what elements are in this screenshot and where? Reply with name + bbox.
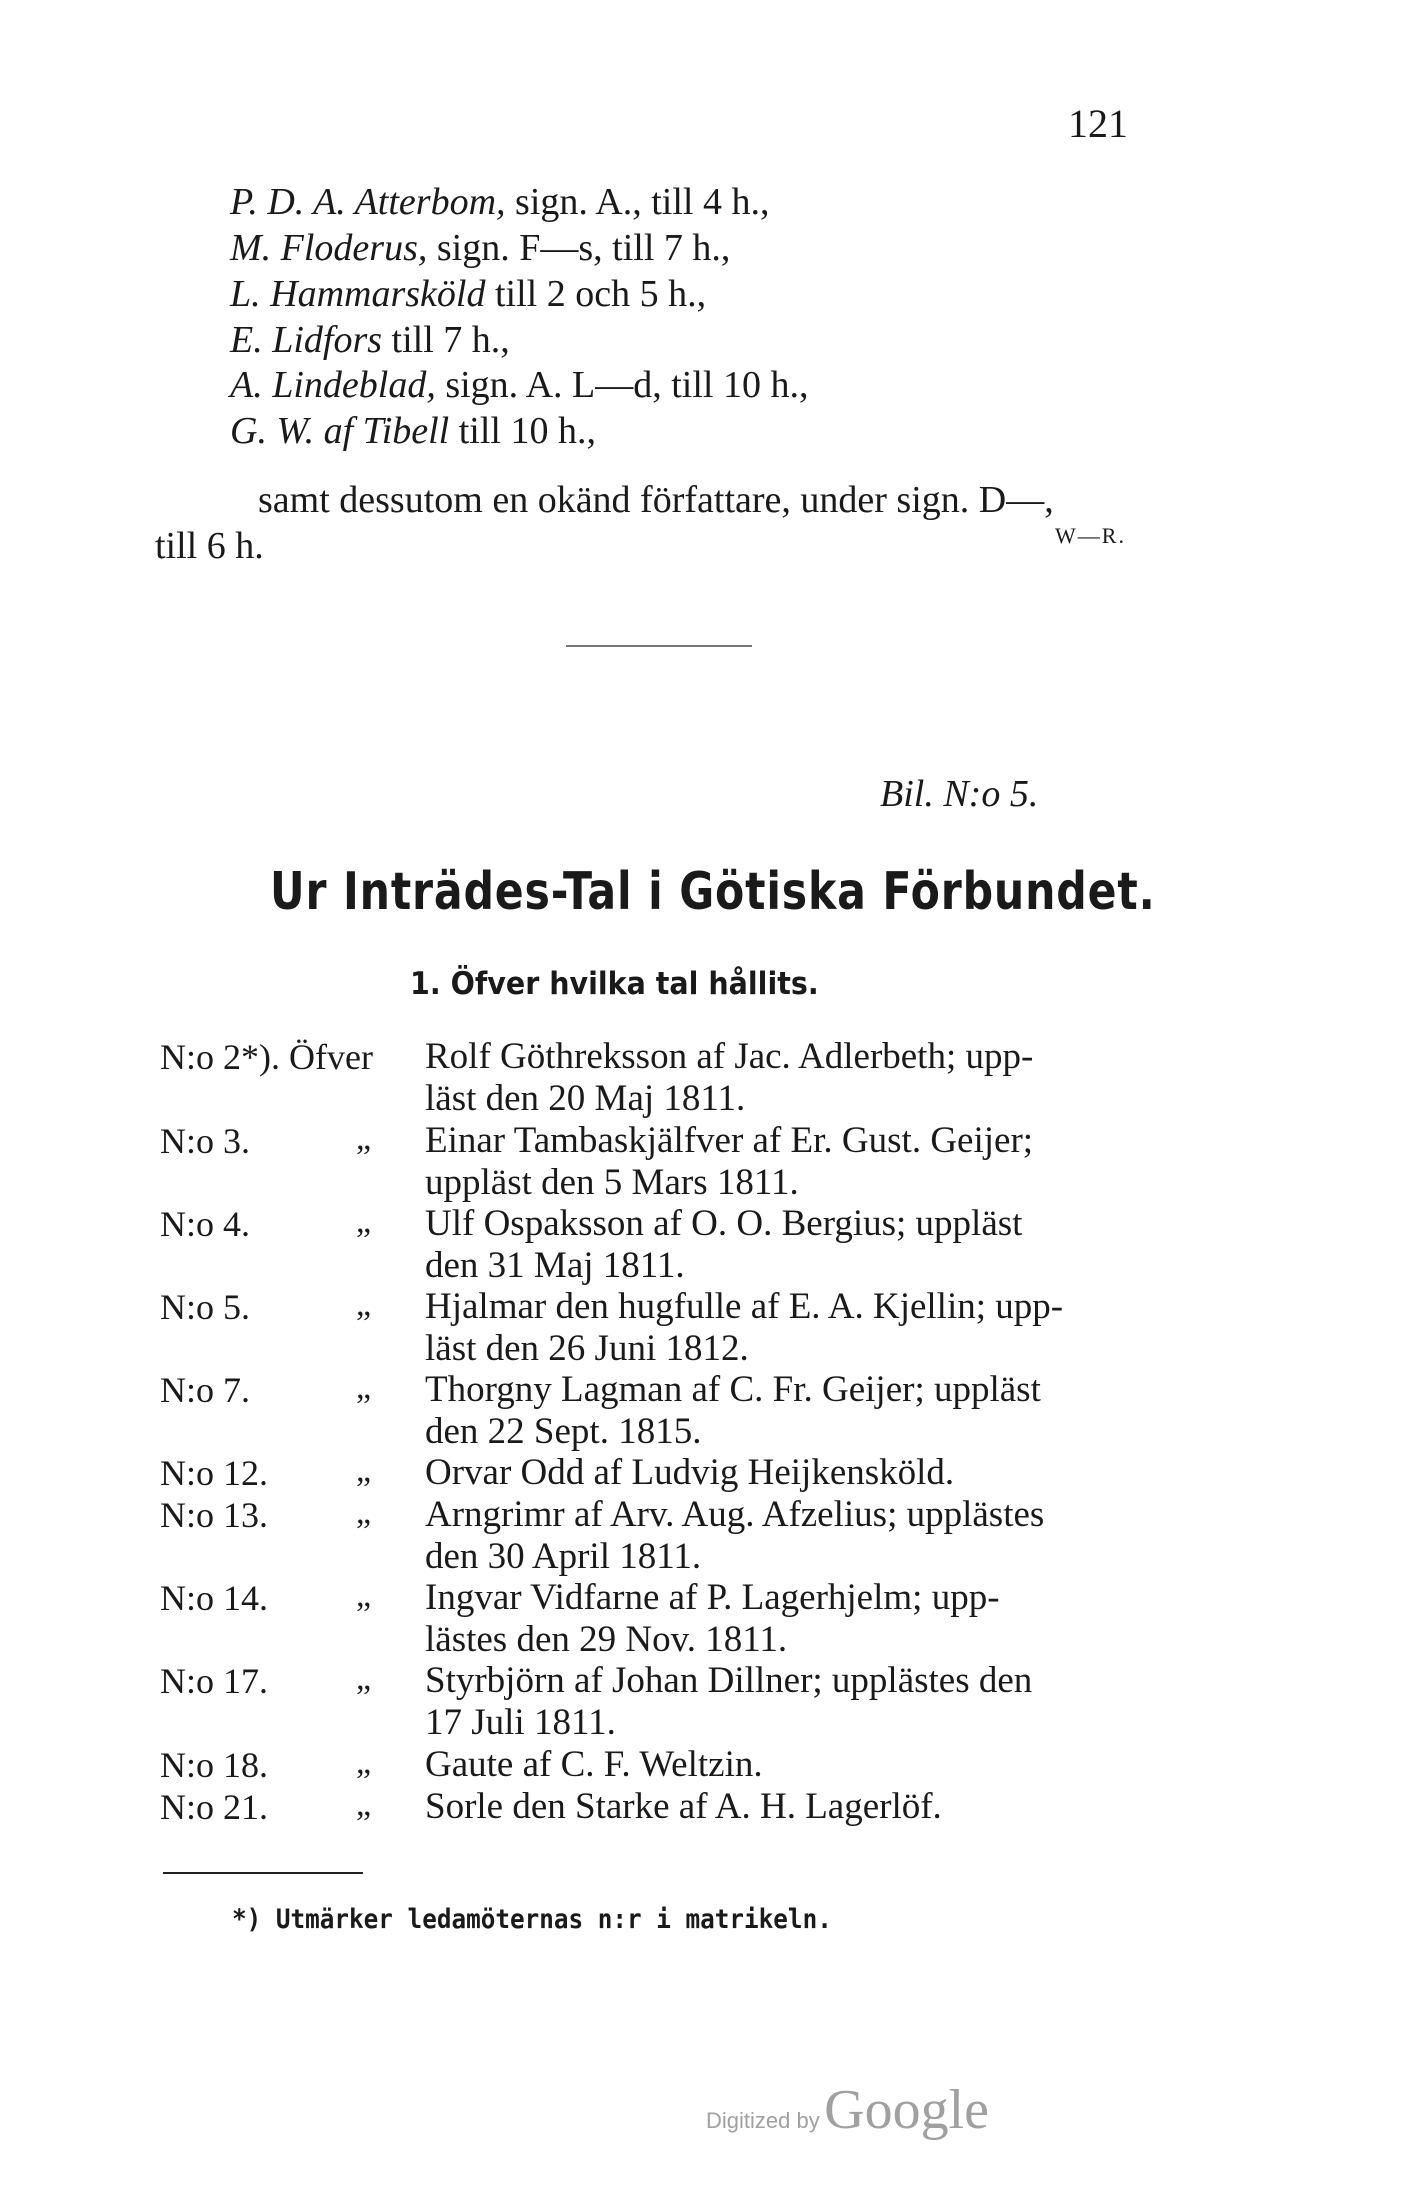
footnote-rule: [163, 1872, 363, 1874]
entry-line: Ingvar Vidfarne af P. Lagerhjelm; upp-: [425, 1577, 1000, 1618]
closing-line: samt dessutom en okänd författare, under sign. D—,: [258, 479, 1054, 521]
entry-line: Ulf Ospaksson af O. O. Bergius; uppläst: [425, 1203, 1023, 1244]
entry-line: uppläst den 5 Mars 1811.: [425, 1162, 799, 1203]
entry-line: läst den 20 Maj 1811.: [425, 1078, 746, 1119]
entry-number: N:o 5.: [160, 1287, 250, 1327]
author-name: E. Lidfors: [230, 319, 383, 361]
author-line: [230, 180, 769, 224]
entry-text: [425, 1744, 1185, 1786]
author-detail: till 2 och 5 h.,: [485, 273, 707, 315]
ditto-mark: „: [356, 1494, 372, 1531]
author-line: [230, 318, 510, 362]
entry-number: N:o 13.: [160, 1495, 268, 1535]
entry-number: N:o 21.: [160, 1787, 268, 1827]
subheading: 1. Öfver hvilka tal hållits.: [410, 966, 819, 1002]
entry-line: den 22 Sept. 1815.: [425, 1411, 702, 1452]
entry-line: Einar Tambaskjälfver af Er. Gust. Geijer;: [425, 1120, 1034, 1161]
entry-number: N:o 7.: [160, 1370, 250, 1410]
author-detail: sign. A., till 4 h.,: [505, 181, 770, 223]
signature: W—R.: [1055, 523, 1126, 548]
ditto-mark: „: [356, 1786, 372, 1823]
entry-number: N:o 18.: [160, 1745, 268, 1785]
entry-text: [425, 1286, 1185, 1370]
entry-text: [425, 1786, 1185, 1828]
ditto-mark: „: [356, 1744, 372, 1781]
ditto-mark: „: [356, 1203, 372, 1240]
entry-text: [425, 1660, 1185, 1744]
entry-number: N:o 12.: [160, 1453, 268, 1493]
author-line: [230, 272, 706, 316]
entry-line: Gaute af C. F. Weltzin.: [425, 1744, 763, 1785]
author-detail: till 7 h.,: [382, 319, 510, 361]
entry-number: N:o 2*). Öfver: [160, 1037, 373, 1077]
entry-line: Orvar Odd af Ludvig Heijkensköld.: [425, 1452, 955, 1493]
ditto-mark: „: [356, 1577, 372, 1614]
watermark-prefix: Digitized by: [706, 2108, 820, 2133]
watermark-brand: Google: [824, 2079, 990, 2141]
ditto-mark: „: [356, 1452, 372, 1489]
entry-line: den 31 Maj 1811.: [425, 1245, 685, 1286]
entry-number: N:o 4.: [160, 1204, 250, 1244]
entry-text: [425, 1494, 1185, 1578]
author-name: M. Floderus,: [230, 227, 428, 269]
author-line: [230, 409, 596, 453]
entry-line: Rolf Göthreksson af Jac. Adlerbeth; upp-: [425, 1036, 1034, 1077]
entry-line: Sorle den Starke af A. H. Lagerlöf.: [425, 1786, 942, 1827]
section-divider: [566, 645, 752, 647]
entry-text: [425, 1577, 1185, 1661]
author-name: P. D. A. Atterbom,: [230, 181, 506, 223]
entry-line: Hjalmar den hugfulle af E. A. Kjellin; upp-: [425, 1286, 1064, 1327]
author-line: [230, 226, 730, 270]
ditto-mark: „: [356, 1369, 372, 1406]
closing-line-cont: till 6 h.: [155, 525, 264, 567]
ditto-mark: „: [356, 1660, 372, 1697]
author-detail: sign. A. L—d, till 10 h.,: [435, 364, 809, 406]
entry-text: [425, 1452, 1185, 1494]
footnote: *) Utmärker ledamöternas n:r i matrikeln.: [232, 1904, 832, 1935]
digitized-watermark: [706, 2078, 989, 2142]
ditto-mark: „: [356, 1286, 372, 1323]
ditto-mark: „: [356, 1120, 372, 1157]
entry-line: lästes den 29 Nov. 1811.: [425, 1619, 788, 1660]
entry-line: 17 Juli 1811.: [425, 1702, 616, 1743]
author-detail: sign. F—s, till 7 h.,: [427, 227, 731, 269]
entry-line: den 30 April 1811.: [425, 1536, 702, 1577]
bil-reference: Bil. N:o 5.: [880, 773, 1039, 815]
author-name: L. Hammarsköld: [230, 273, 486, 315]
entry-line: Styrbjörn af Johan Dillner; upplästes den: [425, 1660, 1033, 1701]
section-title: Ur Inträdes-Tal i Götiska Förbundet.: [270, 862, 1156, 922]
author-name: A. Lindeblad,: [230, 364, 436, 406]
entry-number: N:o 14.: [160, 1578, 268, 1618]
page-number: 121: [1068, 101, 1128, 146]
entry-line: läst den 26 Juni 1812.: [425, 1328, 749, 1369]
entry-number: N:o 3.: [160, 1121, 250, 1161]
author-name: G. W. af Tibell: [230, 410, 450, 452]
author-line: [230, 363, 808, 407]
entry-number: N:o 17.: [160, 1661, 268, 1701]
entry-line: Arngrimr af Arv. Aug. Afzelius; upplästes: [425, 1494, 1045, 1535]
entry-text: [425, 1369, 1185, 1453]
entry-line: Thorgny Lagman af C. Fr. Geijer; uppläst: [425, 1369, 1041, 1410]
entry-text: [425, 1203, 1185, 1287]
entry-text: [425, 1036, 1185, 1120]
entry-text: [425, 1120, 1185, 1204]
author-detail: till 10 h.,: [449, 410, 596, 452]
